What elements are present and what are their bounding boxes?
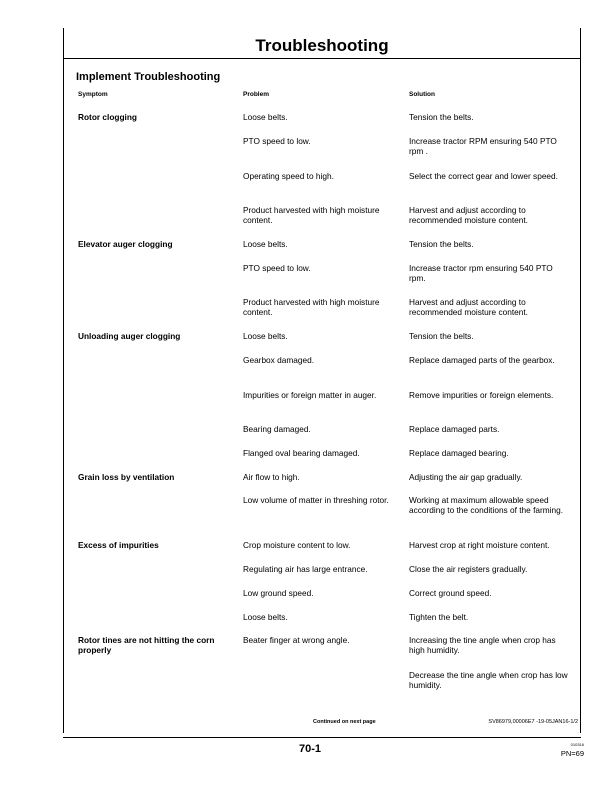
column-header-solution: Solution [409, 91, 435, 98]
page-number: 70-1 [298, 743, 322, 755]
header-rule [63, 58, 581, 59]
symptom-cell: Elevator auger clogging [78, 239, 173, 249]
solution-cell: Decrease the tine angle when crop has low humidity. [409, 670, 568, 690]
document-reference: SV86979,00006E7 -19-05JAN16-1/2 [488, 719, 578, 725]
symptom-cell: Rotor tines are not hitting the corn properly [78, 635, 215, 655]
solution-cell: Replace damaged parts of the gearbox. [409, 355, 555, 365]
solution-cell: Working at maximum allowable speed according to the conditions of the farming. [409, 495, 564, 515]
column-header-symptom: Symptom [78, 91, 108, 98]
solution-cell: Select the correct gear and lower speed. [409, 171, 558, 181]
frame-right-line [580, 28, 581, 58]
problem-cell: PTO speed to low. [243, 263, 311, 273]
problem-cell: Flanged oval bearing damaged. [243, 448, 360, 458]
solution-cell: Harvest and adjust according to recommended moisture content. [409, 205, 528, 225]
solution-cell: Replace damaged parts. [409, 424, 500, 434]
problem-cell: Gearbox damaged. [243, 355, 315, 365]
problem-cell: Regulating air has large entrance. [243, 564, 368, 574]
problem-cell: Loose belts. [243, 612, 288, 622]
pn-number: PN=69 [560, 749, 584, 758]
problem-cell: Loose belts. [243, 239, 288, 249]
symptom-cell: Unloading auger clogging [78, 331, 181, 341]
problem-cell: PTO speed to low. [243, 136, 311, 146]
problem-cell: Beater finger at wrong angle. [243, 635, 350, 645]
solution-cell: Harvest and adjust according to recommended moisture content. [409, 297, 528, 317]
solution-cell: Increase tractor RPM ensuring 540 PTO rpm . [409, 136, 557, 156]
problem-cell: Bearing damaged. [243, 424, 311, 434]
problem-cell: Operating speed to high. [243, 171, 334, 181]
content-left-line [63, 58, 64, 733]
column-header-problem: Problem [243, 91, 270, 98]
content-right-line [580, 58, 581, 733]
solution-cell: Increase tractor rpm ensuring 540 PTO rpm. [409, 263, 553, 283]
solution-cell: Tension the belts. [409, 239, 474, 249]
problem-cell: Product harvested with high moisture content. [243, 205, 380, 225]
problem-cell: Crop moisture content to low. [243, 540, 351, 550]
problem-cell: Low ground speed. [243, 588, 314, 598]
problem-cell: Low volume of matter in threshing rotor. [243, 495, 389, 505]
symptom-cell: Excess of impurities [78, 540, 159, 550]
solution-cell: Tighten the belt. [409, 612, 469, 622]
solution-cell: Adjusting the air gap gradually. [409, 472, 523, 482]
solution-cell: Correct ground speed. [409, 588, 492, 598]
problem-cell: Loose belts. [243, 331, 288, 341]
footer-rule [63, 737, 581, 738]
section-title: Implement Troubleshooting [76, 71, 221, 83]
symptom-cell: Grain loss by ventilation [78, 472, 175, 482]
problem-cell: Loose belts. [243, 112, 288, 122]
solution-cell: Tension the belts. [409, 331, 474, 341]
solution-cell: Increasing the tine angle when crop has high humidity. [409, 635, 556, 655]
problem-cell: Impurities or foreign matter in auger. [243, 390, 377, 400]
continued-note: Continued on next page [313, 719, 376, 725]
problem-cell: Air flow to high. [243, 472, 300, 482]
solution-cell: Harvest crop at right moisture content. [409, 540, 550, 550]
solution-cell: Tension the belts. [409, 112, 474, 122]
revision-code: 010316 [570, 742, 584, 747]
solution-cell: Close the air registers gradually. [409, 564, 528, 574]
page-title: Troubleshooting [255, 36, 389, 55]
problem-cell: Product harvested with high moisture content. [243, 297, 380, 317]
solution-cell: Replace damaged bearing. [409, 448, 509, 458]
symptom-cell: Rotor clogging [78, 112, 137, 122]
solution-cell: Remove impurities or foreign elements. [409, 390, 554, 400]
